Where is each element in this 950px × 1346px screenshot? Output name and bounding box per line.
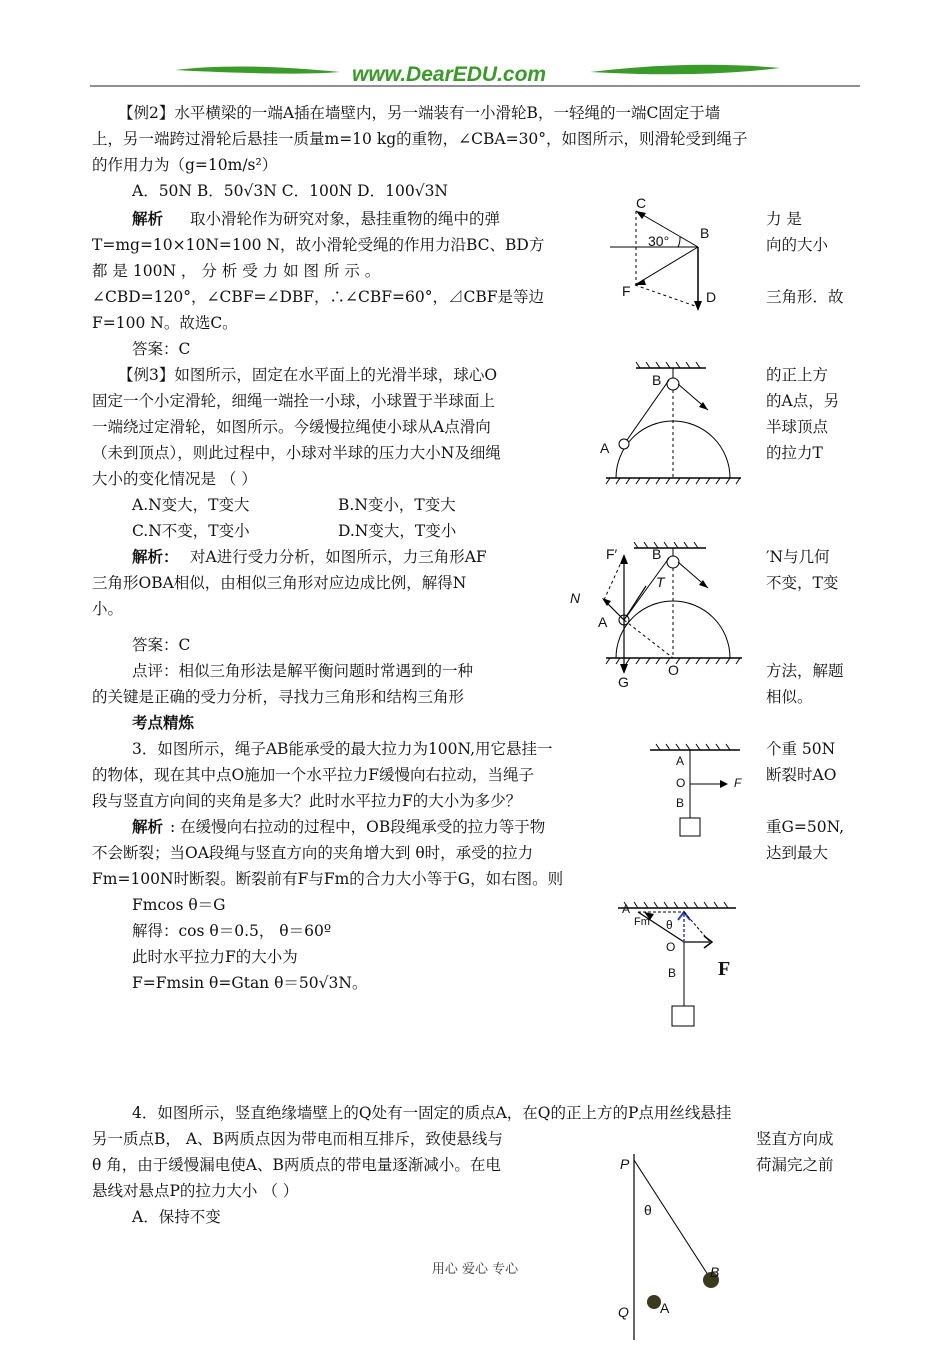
fig4-label-b: B — [676, 796, 685, 810]
fig3-label-g: G — [618, 674, 629, 690]
figure-force-triangle — [566, 542, 746, 692]
ex3-analysis-1-right: ′N与几何 — [766, 548, 830, 566]
fig1-label-d: D — [706, 289, 717, 305]
q3-analysis-3: Fm=100N时断裂。断裂前有F与Fm的合力大小等于G，如右图。则 — [92, 870, 564, 888]
ex2-analysis-4: ∠CBD=120°，∠CBF=∠DBF，∴∠CBF=60°，⊿CBF是等边 — [92, 288, 544, 306]
fig4-label-o: O — [676, 776, 686, 790]
ex2-line3: 的作用力为（g=10m/s²） — [92, 156, 278, 174]
figure-rope-setup — [650, 740, 750, 840]
q3-line1: 3．如图所示，绳子AB能承受的最大拉力为100N,用它悬挂一 — [132, 740, 553, 758]
fig2-label-a: A — [600, 440, 610, 456]
q3-line2: 的物体，现在其中点O施加一个水平拉力F缓慢向右拉动，当绳子 — [92, 766, 534, 784]
q3-analysis-2: 不会断裂；当OA段绳与竖直方向的夹角增大到 θ时，承受的拉力 — [92, 844, 534, 862]
ex3-analysis-2-right: 不变，T变 — [766, 574, 839, 592]
fig3-label-o: O — [668, 662, 679, 678]
fig2-label-b: B — [652, 372, 662, 388]
ex3-line4-right: 的拉力T — [766, 444, 823, 462]
figure-pulley-force — [600, 195, 750, 320]
ex3-comment-2: 的关键是正确的受力分析，寻找力三角形和结构三角形 — [92, 688, 465, 706]
ex3-line3: 一端绕过定滑轮，如图所示。今缓慢拉绳使小球从A点滑向 — [92, 418, 491, 436]
ex3-line2: 固定一个小定滑轮，细绳一端拴一小球，小球置于半球面上 — [92, 392, 496, 410]
ex2-options: A．50N B．50√3N C．100N D．100√3N — [132, 182, 448, 200]
fig3-label-a: A — [598, 614, 608, 630]
q4-line2: 另一质点B， A、B两质点因为带电而相互排斥，致使悬线与 — [92, 1130, 503, 1148]
fig6-label-theta: θ — [644, 1202, 652, 1218]
fig3-label-b: B — [652, 546, 662, 562]
figure-charged-particles — [610, 1150, 750, 1342]
q3-line3: 段与竖直方向间的夹角是多大？此时水平拉力F的大小为多少？ — [92, 792, 522, 810]
fig3-label-fprime: F′ — [606, 546, 618, 562]
q3-analysis-label: 解析 — [132, 817, 164, 836]
figure-rope-force — [618, 898, 748, 1038]
fig6-label-b: B — [710, 1264, 720, 1280]
fig3-label-t: T — [656, 574, 665, 590]
q3-analysis-1-right: 重G=50N, — [766, 818, 845, 836]
ex2-analysis-5: F=100 N。故选C。 — [92, 314, 238, 332]
fig4-label-f: F — [734, 776, 742, 790]
fig5-label-a: A — [622, 902, 631, 916]
ex2-analysis-3: 都 是 100N ， 分 析 受 力 如 图 所 示 。 — [92, 262, 381, 280]
fig1-label-c: C — [636, 195, 647, 211]
ex3-option-c: C.N不变，T变小 — [132, 522, 250, 540]
q3-line1-right: 个重 50N — [766, 740, 836, 758]
fig4-label-a: A — [676, 754, 685, 768]
ex3-comment-1: 点评：相似三角形法是解平衡问题时常遇到的一种 — [132, 662, 474, 680]
ex3-analysis-1: 对A进行受力分析，如图所示，力三角形AF — [190, 548, 487, 566]
fig5-label-fm: Fm — [634, 916, 650, 928]
ex3-comment-1-right: 方法，解题 — [766, 662, 844, 680]
ex3-line5: 大小的变化情况是 （ ） — [92, 470, 257, 488]
ex3-analysis-2: 三角形OBA相似，由相似三角形对应边成比例，解得N — [92, 574, 467, 592]
fig1-label-angle: 30° — [648, 233, 670, 249]
fig3-label-n: N — [570, 590, 581, 606]
q3-analysis-4: Fmcos θ＝G — [132, 896, 226, 914]
ex2-line1: 【例2】水平横梁的一端A插在墙壁内，另一端装有一小滑轮B，一轻绳的一端C固定于墙 — [118, 104, 721, 122]
ex3-analysis-label: 解析： — [132, 547, 179, 566]
q4-line2-right: 竖直方向成 — [756, 1130, 834, 1148]
ex3-option-b: B.N变小，T变大 — [338, 496, 456, 514]
ex3-option-a: A.N变大，T变大 — [132, 496, 250, 514]
fig1-label-f: F — [622, 283, 631, 299]
section-title: 考点精炼 — [132, 713, 195, 732]
ex2-answer: 答案：C — [132, 340, 191, 358]
fig1-label-b: B — [700, 225, 710, 241]
q3-analysis-7: F=Fmsin θ=Gtan θ＝50√3N。 — [132, 974, 368, 992]
header-banner — [90, 58, 860, 94]
q4-option-a: A．保持不变 — [132, 1208, 221, 1226]
ex2-analysis-2-right: 向的大小 — [766, 236, 829, 254]
ex3-line4: （未到顶点），则此过程中，小球对半球的压力大小N及细绳 — [92, 444, 501, 462]
figure-hemisphere — [596, 362, 746, 487]
q4-line3-right: 荷漏完之前 — [756, 1156, 834, 1174]
ex3-line1: 【例3】如图所示，固定在水平面上的光滑半球，球心O — [118, 366, 498, 384]
ex3-line3-right: 半球顶点 — [766, 418, 829, 436]
q4-line1: 4．如图所示，竖直绝缘墙壁上的Q处有一固定的质点A，在Q的正上方的P点用丝线悬挂 — [132, 1104, 732, 1122]
q3-analysis-1: : 在缓慢向右拉动的过程中，OB段绳承受的拉力等于物 — [170, 818, 546, 836]
ex2-line2: 上，另一端跨过滑轮后悬挂一质量m=10 kg的重物，∠CBA=30°，如图所示，则滑轮受到绳子 — [92, 130, 748, 148]
q4-line4: 悬线对悬点P的拉力大小 （ ） — [92, 1182, 299, 1200]
q3-analysis-6: 此时水平拉力F的大小为 — [132, 948, 298, 966]
fig5-label-b: B — [668, 966, 677, 980]
ex3-option-d: D.N变大，T变小 — [338, 522, 457, 540]
q3-line2-right: 断裂时AO — [766, 766, 837, 784]
fig6-label-p: P — [620, 1156, 630, 1172]
ex3-answer: 答案：C — [132, 636, 191, 654]
q4-line3: θ 角，由于缓慢漏电使A、B两质点的带电量逐渐减小。在电 — [92, 1156, 501, 1174]
header-logo: www.DearEDU.com — [352, 63, 547, 86]
fig6-label-q: Q — [618, 1304, 629, 1320]
page-footer: 用心 爱心 专心 — [431, 1262, 519, 1277]
q3-analysis-2-right: 达到最大 — [766, 844, 829, 862]
ex2-analysis-2: T=mg=10×10N=100 N，故小滑轮受绳的作用力沿BC、BD方 — [92, 236, 545, 254]
ex3-line2-right: 的A点，另 — [766, 392, 840, 410]
fig5-label-theta: θ — [666, 918, 673, 932]
ex3-analysis-3: 小。 — [92, 600, 124, 618]
ex3-comment-2-right: 相似。 — [766, 688, 813, 706]
fig5-label-o: O — [666, 940, 676, 954]
fig5-label-f: F — [718, 958, 731, 980]
ex3-line1-right: 的正上方 — [766, 366, 829, 384]
q3-analysis-5: 解得：cos θ＝0.5， θ＝60º — [132, 922, 332, 940]
fig6-label-a: A — [660, 1300, 670, 1316]
ex2-analysis-1: 取小滑轮作为研究对象，悬挂重物的绳中的弹 — [190, 210, 501, 228]
ex2-analysis-4-right: 三角形．故 — [766, 288, 844, 306]
ex2-analysis-label: 解析 — [132, 209, 164, 228]
ex2-analysis-1-right: 力 是 — [766, 210, 802, 228]
